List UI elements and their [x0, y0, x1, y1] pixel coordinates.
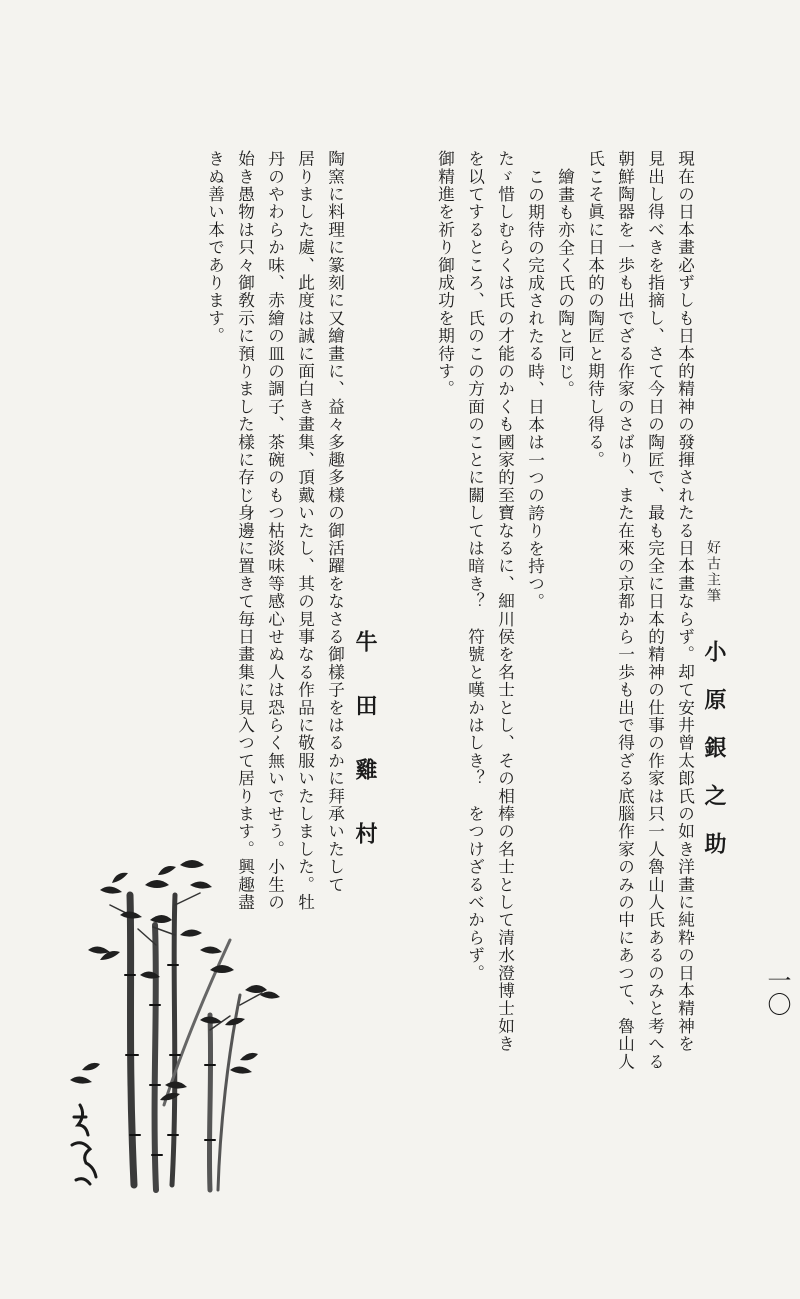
bamboo-stalk-2 — [155, 925, 156, 1190]
article1-column-6: この期待の完成されたる時、日本は一つの誇りを持つ。 — [525, 168, 545, 611]
bamboo-illustration — [60, 855, 320, 1205]
article2-column-5: きぬ善い本であります。 — [205, 150, 225, 345]
article1-column-4: 氏こそ眞に日本的の陶匠と期待し得る。 — [585, 150, 605, 469]
author2-name: 牛田雞村 — [352, 630, 378, 886]
article1-column-3: 朝鮮陶器を一歩も出でざる作家のさばり、また在來の京都から一歩も出で得ざる底腦作家のみの中にあつて、魯山人 — [615, 150, 635, 1071]
article2-column-1: 陶窯に料理に篆刻に又繪畫に、益々多趣多樣の御活躍をなさる御樣子をはるかに拜承いたして — [325, 150, 345, 894]
article1-column-7: たゞ惜しむらくは氏の才能のかくも國家的至寶なるに、細川侯を名士とし、その相棒の名士として清水澄博士如き — [495, 150, 515, 1053]
bamboo-stalk-3 — [172, 895, 175, 1185]
article1-column-1: 現在の日本畫必ずしも日本的精神の發揮されたる日本畫ならず。却て安井曾太郎氏の如き洋畫に純粋の日本精神を — [675, 150, 695, 1053]
article2-column-3: 丹のやわらか味、赤繪の皿の調子、茶碗のもつ枯淡味等感心せぬ人は恐らく無いでせう。小生の — [265, 150, 285, 912]
article1-column-9: 御精進を祈り御成功を期待す。 — [435, 150, 455, 398]
artist-signature — [72, 1105, 96, 1184]
bamboo-stalk-1 — [130, 895, 134, 1185]
author-label: 好古主筆 — [705, 540, 721, 604]
article1-column-5: 繪畫も亦全く氏の陶と同じ。 — [555, 168, 575, 399]
author-name: 小原銀之助 — [701, 640, 727, 880]
page-number: 一〇 — [763, 968, 791, 1016]
article1-column-2: 見出し得べきを指摘し、さて今日の陶匠で、最も完全に日本的精神の仕事の作家は只一人魯山人氏あるのみと考へる — [645, 150, 665, 1071]
bamboo-stalk-4 — [209, 1015, 210, 1190]
article2-column-2: 居りました處、此度は誠に面白き畫集、頂戴いたし、其の見事なる作品に敬服いたしました。牡 — [295, 150, 315, 912]
article2-column-4: 始き愚物は只々御敎示に預りました樣に存じ身邊に置きて毎日畫集に見入つて居ります。興趣盡 — [235, 150, 255, 912]
article1-column-8: を以てするところ、氏のこの方面のことに關しては暗き？ 符號と嘆かはしき？ をつけざるべからず。 — [465, 150, 485, 982]
